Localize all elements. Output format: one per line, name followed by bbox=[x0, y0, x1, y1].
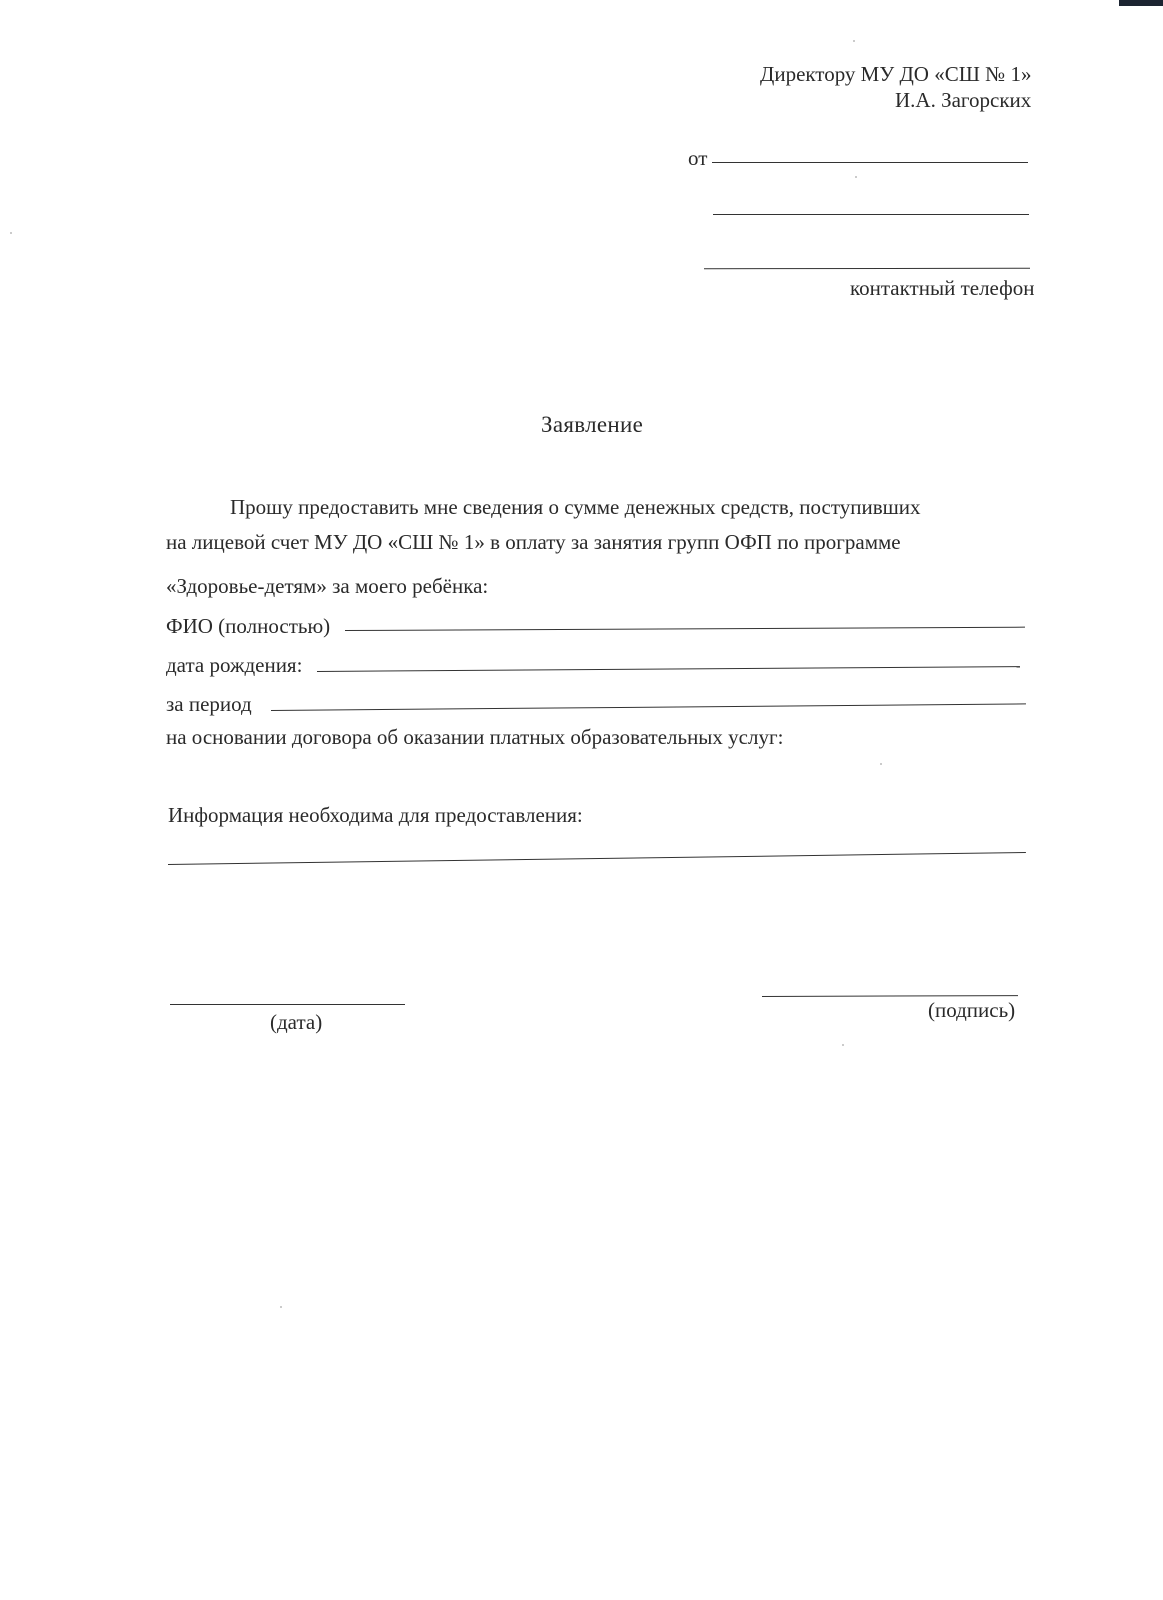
period-label: за период bbox=[166, 692, 252, 716]
addressee-name: И.А. Загорских bbox=[895, 88, 1032, 112]
scan-speck bbox=[10, 232, 12, 234]
phone-label: контактный телефон bbox=[850, 276, 1035, 300]
phone-line bbox=[704, 268, 1030, 270]
info-label: Информация необходима для предоставления: bbox=[168, 803, 583, 827]
from-label: от bbox=[688, 146, 708, 170]
period-line bbox=[271, 703, 1026, 711]
basis-line: на основании договора об оказании платных образовательных услуг: bbox=[166, 725, 784, 749]
scan-speck bbox=[855, 176, 857, 178]
birth-date-line bbox=[317, 666, 1020, 672]
scan-speck bbox=[880, 763, 882, 765]
body-line-1: Прошу предоставить мне сведения о сумме денежных средств, поступивших bbox=[230, 495, 921, 519]
body-line-3: «Здоровье-детям» за моего ребёнка: bbox=[166, 574, 489, 598]
date-line bbox=[170, 1004, 405, 1005]
birth-date-label: дата рождения: bbox=[166, 653, 303, 677]
scan-corner-mark bbox=[1119, 0, 1163, 6]
document-title: Заявление bbox=[541, 412, 644, 437]
info-line bbox=[168, 852, 1026, 865]
date-label: (дата) bbox=[270, 1010, 323, 1034]
signature-line bbox=[762, 995, 1018, 997]
from-line-1 bbox=[712, 162, 1028, 163]
signature-label: (подпись) bbox=[928, 998, 1016, 1022]
scan-speck bbox=[280, 1306, 282, 1308]
scan-speck bbox=[853, 40, 855, 42]
addressee-director: Директору МУ ДО «СШ № 1» bbox=[760, 62, 1032, 86]
body-line-2: на лицевой счет МУ ДО «СШ № 1» в оплату за занятия групп ОФП по программе bbox=[166, 530, 901, 554]
fio-label: ФИО (полностью) bbox=[166, 614, 331, 638]
from-line-2 bbox=[713, 214, 1029, 215]
fio-line bbox=[345, 627, 1025, 631]
scan-speck bbox=[842, 1044, 844, 1046]
